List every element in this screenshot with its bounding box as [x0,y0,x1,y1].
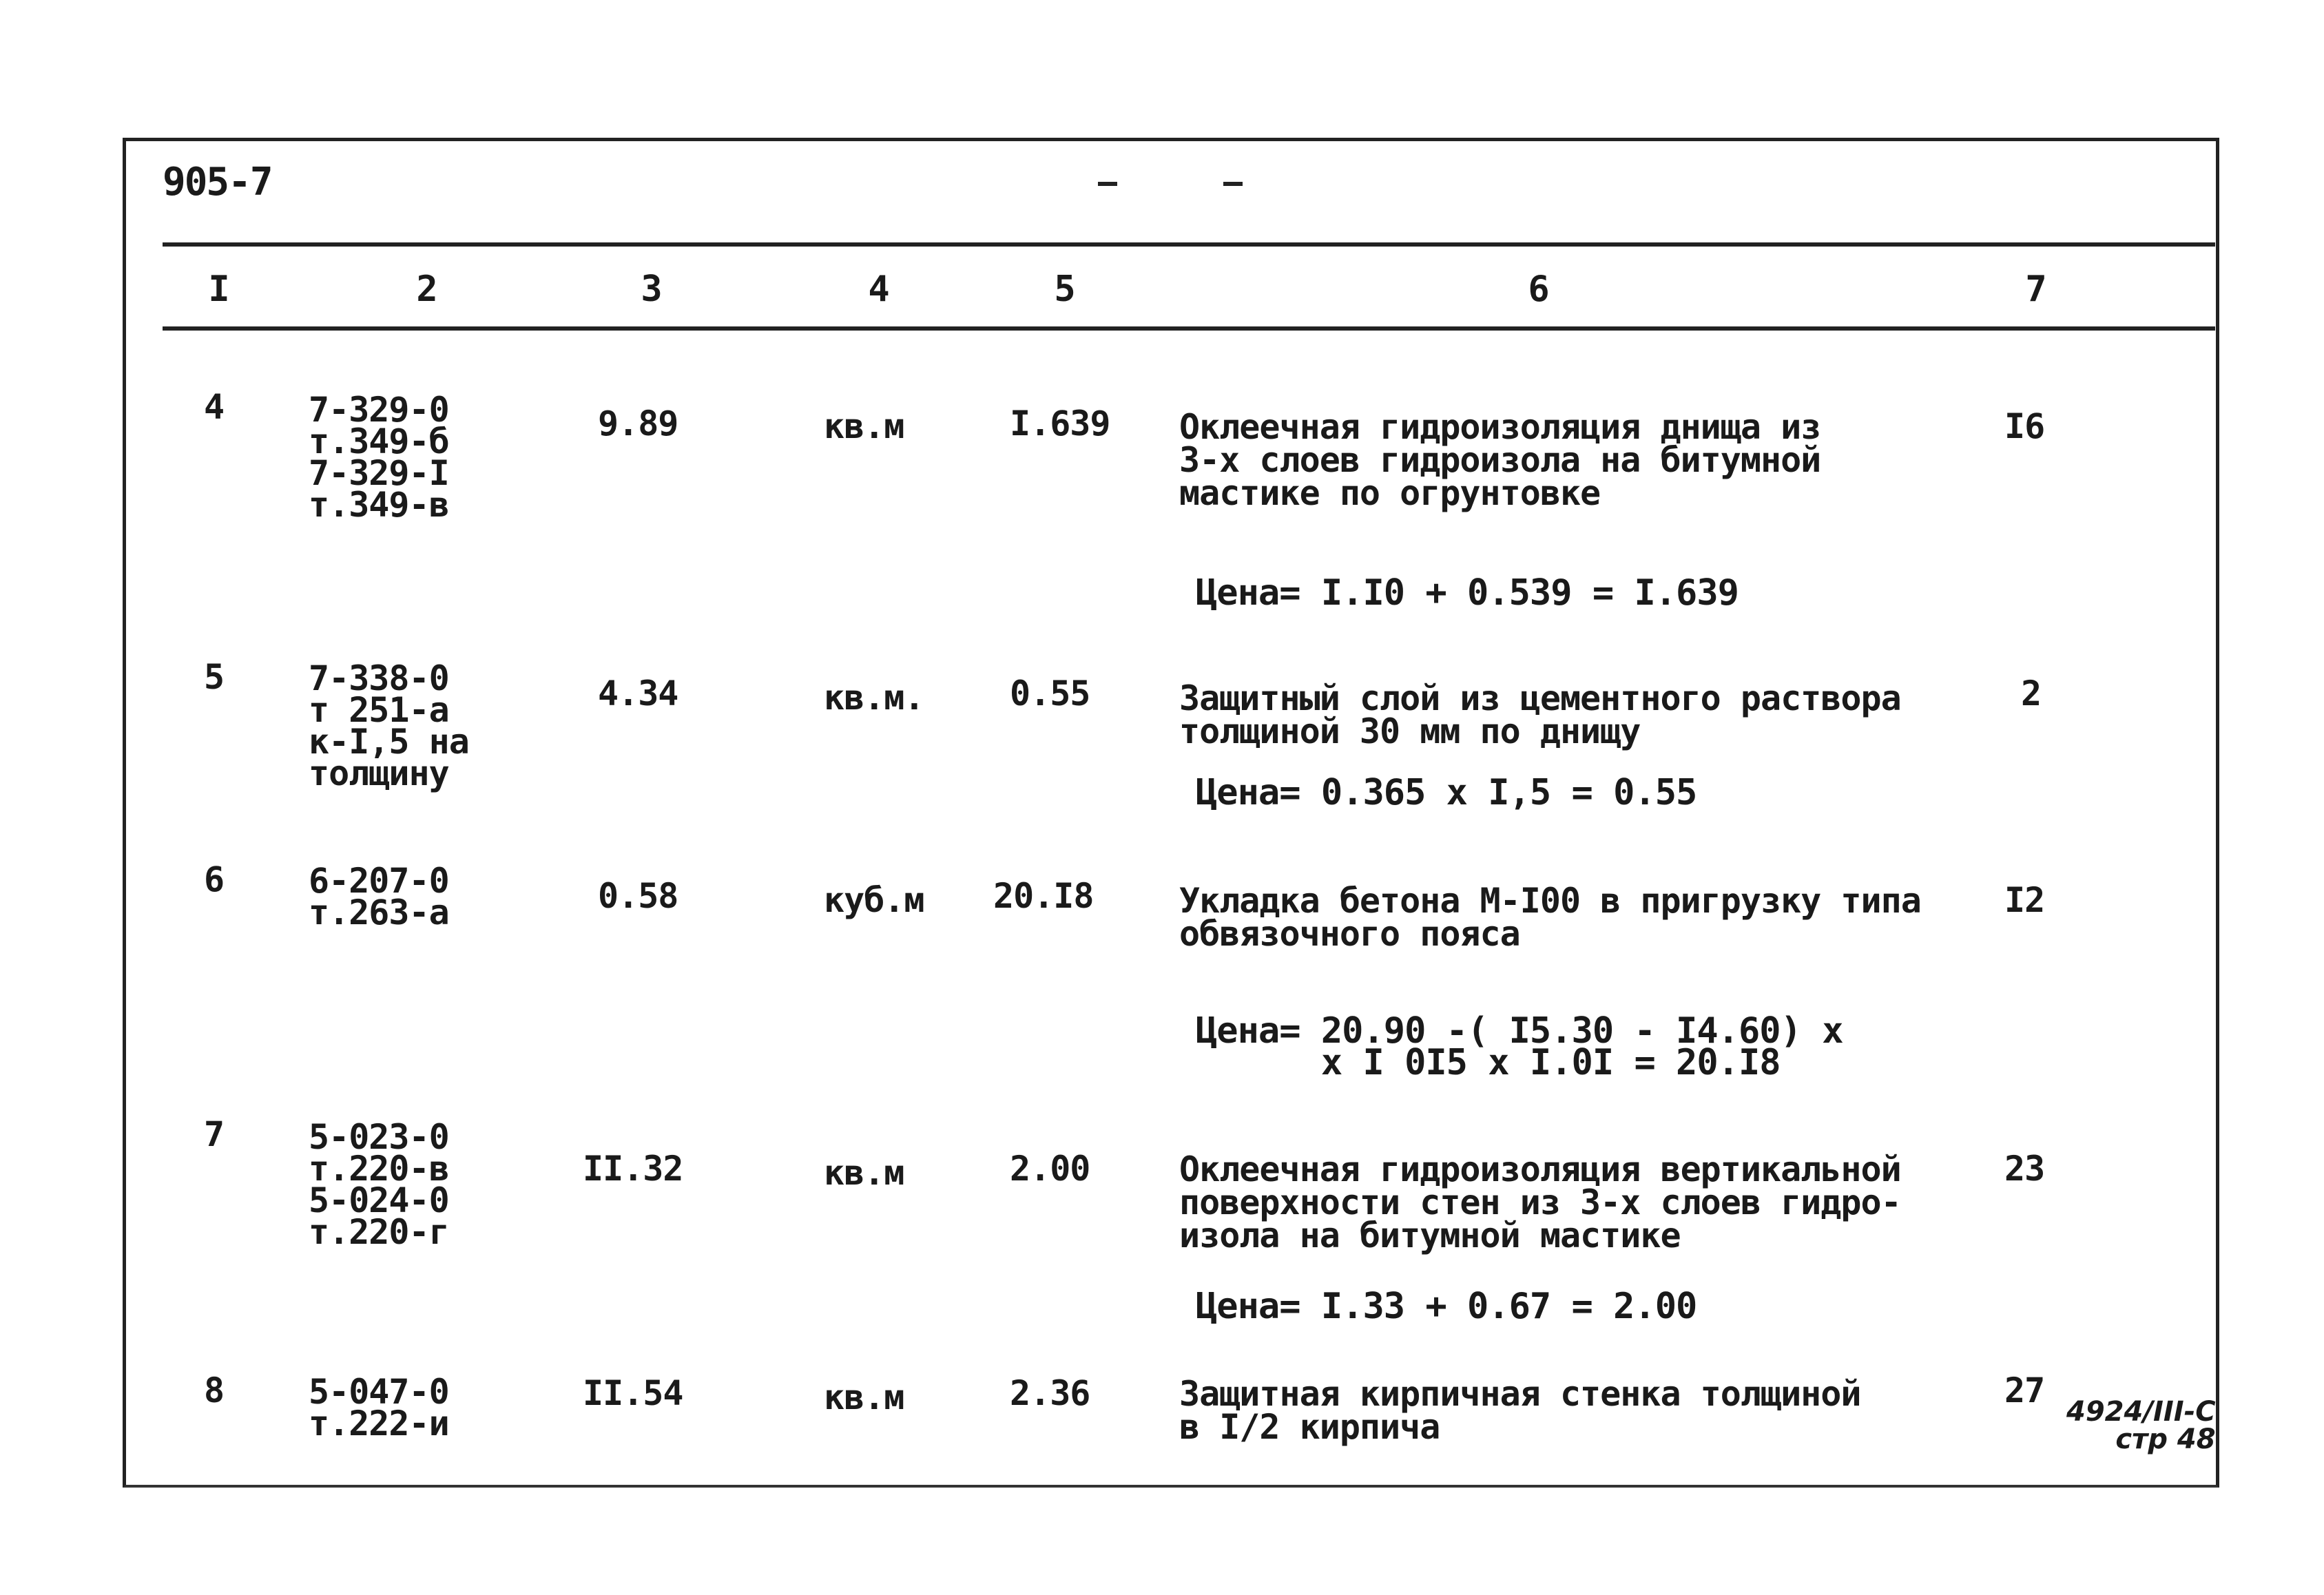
column-number-2: 2 [416,269,438,310]
row-total: 2 [2021,674,2042,713]
row-reference: 7-329-0 т.349-б 7-329-I т.349-в [309,390,449,525]
sheet-stamp-number: 4924/III-С [2066,1396,2216,1428]
row-description: Защитная кирпичная стенка толщиной в I/2 кирпича [1179,1374,1861,1447]
row-price-calc: Цена= 20.90 -( I5.30 - I4.60) х х I 0I5 х I.0I = 20.I8 [1196,1010,1843,1083]
row-quantity: 4.34 [598,674,678,713]
row-number: 5 [204,657,225,697]
row-quantity: II.32 [583,1149,683,1189]
header-rule [163,242,2215,247]
column-number-1: I [208,269,230,310]
column-number-5: 5 [1054,269,1076,310]
row-quantity: 9.89 [598,404,678,444]
row-total: 27 [2004,1370,2045,1410]
row-reference: 5-047-0 т.222-и [309,1372,449,1443]
row-reference: 6-207-0 т.263-а [309,861,449,932]
row-number: 6 [204,859,225,899]
row-unit-price: 0.55 [1010,674,1090,713]
row-unit: куб.м [824,880,924,920]
column-number-3: 3 [641,269,663,310]
row-unit-price: 20.I8 [993,876,1094,916]
header-dash [1223,182,1243,186]
row-number: 8 [204,1370,225,1410]
row-unit: кв.м. [824,678,924,718]
row-unit-price: 2.00 [1010,1149,1090,1189]
column-header-rule [163,326,2215,331]
row-description: Оклеечная гидроизоляция днища из 3-х слоев гидроизола на битумной мастике по огрунтовке [1179,407,1821,513]
row-reference: 5-023-0 т.220-в 5-024-0 т.220-г [309,1117,449,1252]
column-number-7: 7 [2025,269,2047,310]
row-price-calc: Цена= 0.365 х I,5 = 0.55 [1196,772,1697,813]
sheet-stamp-page: стр 48 [2115,1424,2216,1455]
row-number: 4 [204,387,225,427]
row-unit: кв.м [824,1153,904,1193]
sheet-stamp [2066,1398,2216,1453]
document-code: 905-7 [163,160,272,205]
row-description: Защитный слой из цементного раствора толщиной 30 мм по днищу [1179,678,1901,751]
row-price-calc: Цена= I.I0 + 0.539 = I.639 [1196,572,1739,614]
header-dash [1098,182,1117,186]
row-total: I2 [2004,880,2045,920]
row-total: I6 [2004,406,2045,446]
row-quantity: 0.58 [598,876,678,916]
row-number: 7 [204,1114,225,1154]
row-total: 23 [2004,1149,2045,1189]
row-unit: кв.м [824,1377,904,1417]
column-number-4: 4 [868,269,890,310]
column-number-6: 6 [1528,269,1550,310]
row-description: Оклеечная гидроизоляция вертикальной поверхности стен из 3-х слоев гидро- изола на битумной мастике [1179,1149,1901,1255]
row-unit-price: 2.36 [1010,1373,1090,1413]
row-unit-price: I.639 [1010,404,1110,444]
page-frame [123,138,2219,1488]
row-reference: 7-338-0 т 251-а к-I,5 на толщину [309,658,469,793]
row-quantity: II.54 [583,1373,683,1413]
row-price-calc: Цена= I.33 + 0.67 = 2.00 [1196,1286,1697,1327]
row-description: Укладка бетона М-I00 в пригрузку типа обвязочного пояса [1179,881,1921,954]
row-unit: кв.м [824,406,904,446]
